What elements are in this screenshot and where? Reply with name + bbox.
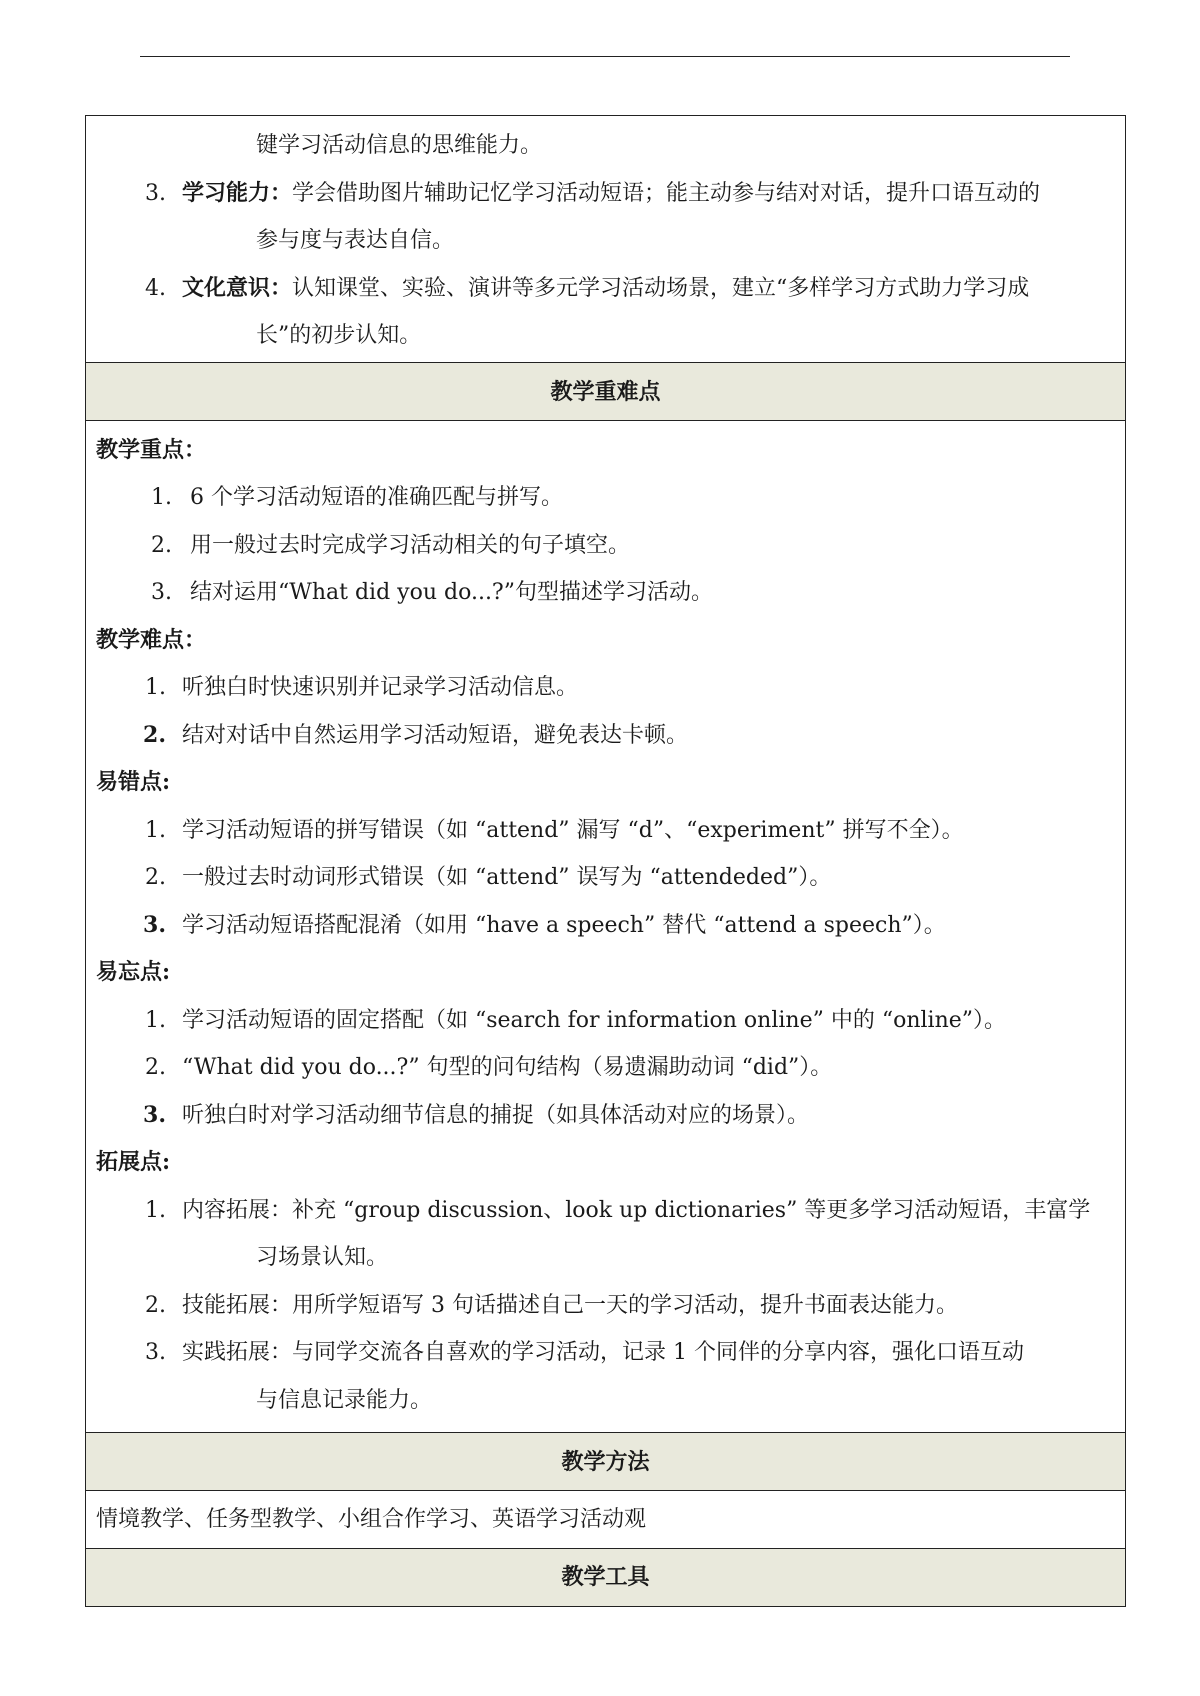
item-text: 6 个学习活动短语的准确匹配与拼写。 <box>190 485 563 510</box>
methods-content: 情境教学、任务型教学、小组合作学习、英语学习活动观 <box>86 1491 1125 1549</box>
item-number: 2. <box>145 865 166 890</box>
section-heading-methods: 教学方法 <box>86 1433 1125 1491</box>
section-heading-tools: 教学工具 <box>86 1549 1125 1606</box>
list-item <box>96 664 1115 712</box>
item-text: 内容拓展：补充 “group discussion、look up dictionaries” 等更多学习活动短语，丰富学 <box>182 1197 1091 1223</box>
page-header-rule <box>140 56 1070 57</box>
list-item <box>96 1044 1115 1092</box>
focus-title: 教学重点： <box>96 436 207 463</box>
item-text: 学习活动短语的拼写错误（如 “attend” 漏写 “d”、“experiment” 拼写不全）。 <box>182 817 964 843</box>
item-number: 1. <box>145 817 166 843</box>
objective-continuation: 长”的初步认知。 <box>256 323 422 348</box>
item-text: 学习活动短语的固定搭配（如 “search for information online” 中的 “online”）。 <box>182 1007 1007 1033</box>
item-number: 3. <box>145 1340 166 1365</box>
item-number: 1. <box>145 1007 166 1033</box>
item-number: 2. <box>151 532 172 558</box>
objective-continuation: 参与度与表达自信。 <box>256 228 455 253</box>
list-item <box>96 1092 1115 1140</box>
item-text: “What did you do...?” 句型的问句结构（易遗漏助动词 “did”）。 <box>182 1055 833 1080</box>
item-number: 1. <box>151 485 172 510</box>
item-number: 2. <box>145 1292 166 1318</box>
lesson-plan-table <box>85 115 1126 1607</box>
error-prone-title: 易错点: <box>96 769 171 795</box>
item-number: 2. <box>145 1055 166 1080</box>
item-continuation: 习场景认知。 <box>256 1245 389 1270</box>
item-text: 听独白时对学习活动细节信息的捕捉（如具体活动对应的场景）。 <box>182 1102 810 1128</box>
objective-item <box>96 170 1115 218</box>
item-text: 结对对话中自然运用学习活动短语，避免表达卡顿。 <box>182 722 689 748</box>
list-item <box>96 712 1115 760</box>
item-number: 1. <box>145 1197 166 1223</box>
item-continuation: 与信息记录能力。 <box>256 1387 433 1413</box>
item-number: 3. <box>145 180 166 206</box>
item-text: 听独白时快速识别并记录学习活动信息。 <box>182 675 579 700</box>
objective-text: 认知课堂、实验、演讲等多元学习活动场景，建立“多样学习方式助力学习成 <box>292 275 1030 301</box>
item-text: 一般过去时动词形式错误（如 “attend” 误写为 “attendeded”）。 <box>182 865 832 890</box>
item-number: 3. <box>143 1101 166 1128</box>
list-item <box>96 474 1115 522</box>
item-number: 3. <box>143 911 166 938</box>
key-points-cell <box>86 421 1125 1434</box>
objectives-cell <box>86 116 1125 363</box>
objective-text: 学会借助图片辅助记忆学习活动短语；能主动参与结对对话，提升口语互动的 <box>292 180 1041 206</box>
list-item <box>96 997 1115 1045</box>
easily-forgotten-title: 易忘点: <box>96 959 171 985</box>
item-number: 3. <box>151 580 172 605</box>
item-number: 1. <box>145 675 166 700</box>
item-text: 实践拓展：与同学交流各自喜欢的学习活动，记录 1 个同伴的分享内容，强化口语互动 <box>182 1340 1024 1365</box>
list-item <box>96 807 1115 855</box>
list-item <box>96 854 1115 902</box>
item-number: 4. <box>145 275 166 301</box>
objectives-continued-line: 键学习活动信息的思维能力。 <box>256 133 543 158</box>
section-heading-key-points: 教学重难点 <box>86 363 1125 421</box>
list-item <box>96 1282 1115 1330</box>
item-text: 学习活动短语搭配混淆（如用 “have a speech” 替代 “attend a speech”）。 <box>182 912 946 938</box>
item-text: 结对运用“What did you do...?”句型描述学习活动。 <box>190 580 713 605</box>
list-item <box>96 1187 1115 1235</box>
item-text: 技能拓展：用所学短语写 3 句话描述自己一天的学习活动，提升书面表达能力。 <box>182 1292 958 1318</box>
extension-title: 拓展点: <box>96 1149 171 1175</box>
list-item <box>96 1329 1115 1377</box>
difficulty-title: 教学难点： <box>96 626 207 653</box>
objective-label: 学习能力： <box>182 179 293 206</box>
item-text: 用一般过去时完成学习活动相关的句子填空。 <box>190 532 631 558</box>
objective-label: 文化意识： <box>182 274 293 301</box>
list-item <box>96 569 1115 617</box>
objective-item <box>96 265 1115 313</box>
item-number: 2. <box>143 721 166 748</box>
list-item <box>96 902 1115 950</box>
list-item <box>96 522 1115 570</box>
